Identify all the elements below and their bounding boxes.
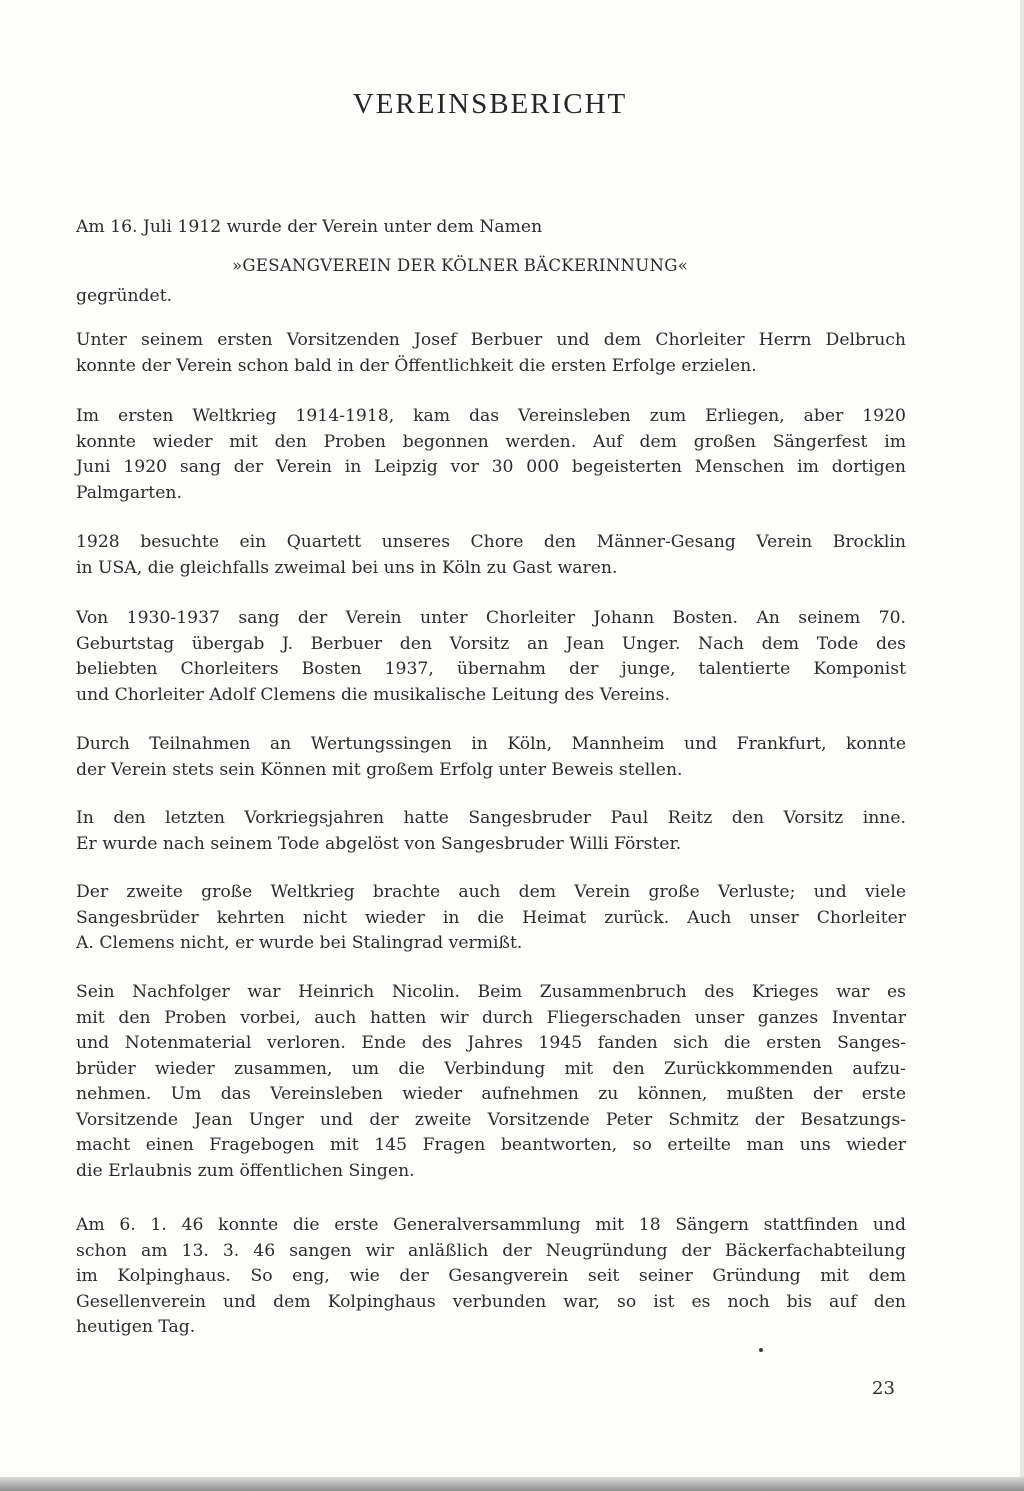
club-name: »GESANGVEREIN DER KÖLNER BÄCKERINNUNG« (232, 256, 689, 275)
page-bottom-edge (0, 1477, 1024, 1491)
text-line: Sein Nachfolger war Heinrich Nicolin. Beim Zusammenbruch des Krieges war es (76, 982, 906, 1002)
text-line: schon am 13. 3. 46 sangen wir anläßlich der Neugründung der Bäckerfachabteilung (76, 1240, 906, 1261)
text-line: Sangesbrüder kehrten nicht wieder in die Heimat zurück. Auch unser Chorleiter (76, 907, 906, 928)
paragraph-4 (76, 606, 906, 708)
text-line: A. Clemens nicht, er wurde bei Stalingrad vermißt. (76, 933, 523, 953)
paragraph-6 (76, 806, 906, 857)
text-line: heutigen Tag. (76, 1317, 196, 1337)
text-line: brüder wieder zusammen, um die Verbindung mit den Zurückkommenden aufzu- (76, 1058, 906, 1079)
text-line: nehmen. Um das Vereinsleben wieder aufnehmen zu können, mußten der erste (76, 1084, 906, 1104)
text-line: Der zweite große Weltkrieg brachte auch dem Verein große Verluste; und viele (76, 882, 906, 902)
text-line: Gesellenverein und dem Kolpinghaus verbunden war, so ist es noch bis auf den (76, 1291, 906, 1312)
text-line: konnte der Verein schon bald in der Öffentlichkeit die ersten Erfolge erzielen. (76, 355, 757, 376)
text-line: die Erlaubnis zum öffentlichen Singen. (76, 1160, 415, 1181)
paragraph-5 (76, 732, 906, 783)
page-number: 23 (872, 1378, 895, 1399)
founded-line (76, 284, 906, 310)
founded-text-line: gegründet. (76, 286, 173, 306)
text-line: der Verein stets sein Können mit großem Erfolg unter Beweis stellen. (76, 759, 683, 780)
text-line: beliebten Chorleiters Bosten 1937, übernahm der junge, talentierte Komponist (76, 659, 906, 679)
text-line: konnte wieder mit den Proben begonnen werden. Auf dem großen Sängerfest im (76, 431, 906, 452)
text-line: in USA, die gleichfalls zweimal bei uns in Köln zu Gast waren. (76, 557, 618, 578)
text-line: Im ersten Weltkrieg 1914-1918, kam das Vereinsleben zum Erliegen, aber 1920 (76, 406, 906, 426)
intro-text-line: Am 16. Juli 1912 wurde der Verein unter dem Namen (76, 217, 543, 237)
text-line: Vorsitzende Jean Unger und der zweite Vorsitzende Peter Schmitz der Besatzungs- (76, 1109, 906, 1130)
text-line: mit den Proben vorbei, auch hatten wir durch Fliegerschaden unser ganzes Inventar (76, 1007, 906, 1028)
text-line: In den letzten Vorkriegsjahren hatte Sangesbruder Paul Reitz den Vorsitz inne. (76, 808, 906, 828)
text-line: Geburtstag übergab J. Berbuer den Vorsitz an Jean Unger. Nach dem Tode des (76, 633, 906, 654)
paragraph-9 (76, 1213, 906, 1341)
text-line: im Kolpinghaus. So eng, wie der Gesangverein seit seiner Gründung mit dem (76, 1266, 906, 1286)
text-line: 1928 besuchte ein Quartett unseres Chore den Männer-Gesang Verein Brocklin (76, 532, 906, 552)
paragraph-2 (76, 404, 906, 506)
page-title: VEREINSBERICHT (352, 88, 628, 120)
intro-line (76, 215, 906, 241)
text-line: Von 1930-1937 sang der Verein unter Chorleiter Johann Bosten. An seinem 70. (76, 608, 906, 628)
page-right-edge (1020, 0, 1024, 1491)
text-line: Durch Teilnahmen an Wertungssingen in Köln, Mannheim und Frankfurt, konnte (76, 734, 906, 754)
paragraph-8 (76, 980, 906, 1184)
text-line: macht einen Fragebogen mit 145 Fragen beantworten, so erteilte man uns wieder (76, 1135, 906, 1155)
text-line: Juni 1920 sang der Verein in Leipzig vor 30 000 begeisterten Menschen im dortigen (76, 457, 906, 477)
paragraph-7 (76, 880, 906, 957)
text-line: und Notenmaterial verloren. Ende des Jahres 1945 fanden sich die ersten Sanges- (76, 1033, 906, 1053)
text-line: Er wurde nach seinem Tode abgelöst von Sangesbruder Willi Förster. (76, 833, 682, 854)
ink-speck (759, 1348, 763, 1352)
paragraph-3 (76, 530, 906, 581)
text-line: Am 6. 1. 46 konnte die erste Generalversammlung mit 18 Sängern stattfinden und (76, 1215, 906, 1235)
text-line: Palmgarten. (76, 482, 182, 503)
text-line: Unter seinem ersten Vorsitzenden Josef Berbuer und dem Chorleiter Herrn Delbruch (76, 330, 906, 350)
text-line: und Chorleiter Adolf Clemens die musikalische Leitung des Vereins. (76, 684, 670, 705)
paragraph-1 (76, 328, 906, 379)
